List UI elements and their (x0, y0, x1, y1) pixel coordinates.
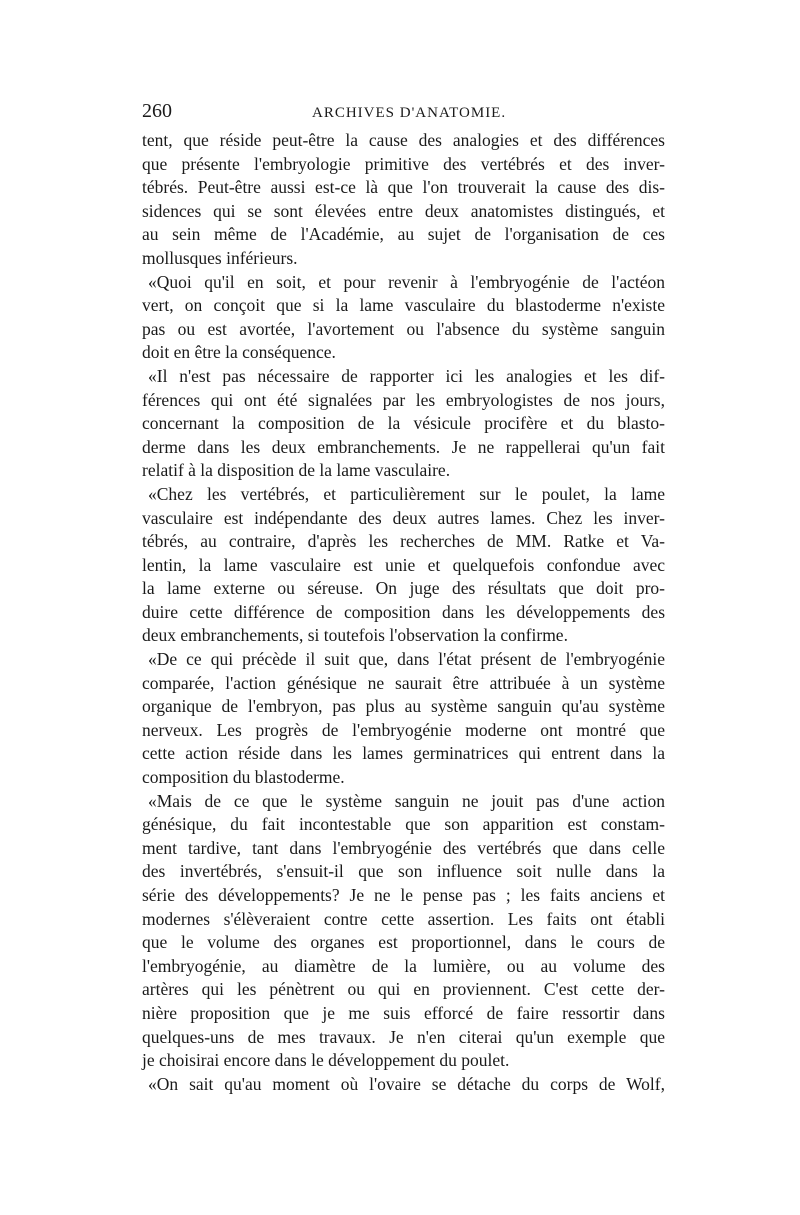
text-line: au sein même de l'Académie, au sujet de l'organisation de ces (142, 224, 665, 245)
text-line: la lame externe ou séreuse. On juge des résultats que doit pro- (142, 578, 665, 599)
text-line: des invertébrés, s'ensuit-il que son influence soit nulle dans la (142, 861, 665, 882)
text-line: «Quoi qu'il en soit, et pour revenir à l'embryogénie de l'actéon (148, 271, 665, 292)
text-line: deux embranchements, si toutefois l'observation la confirme. (142, 625, 568, 646)
text-line: que présente l'embryologie primitive des vertébrés et des inver- (142, 153, 665, 174)
text-line: organique de l'embryon, pas plus au système sanguin qu'au système (142, 696, 665, 717)
text-line: tébrés. Peut-être aussi est-ce là que l'on trouverait la cause des dis- (142, 177, 665, 198)
text-line: «On sait qu'au moment où l'ovaire se détache du corps de Wolf, (148, 1073, 665, 1094)
text-line: artères qui les pénètrent ou qui en proviennent. C'est cette der- (142, 979, 665, 1000)
text-line: tébrés, au contraire, d'après les recherches de MM. Ratke et Va- (142, 531, 665, 552)
text-line: série des développements? Je ne le pense pas ; les faits anciens et (142, 885, 665, 905)
text-line: «Chez les vertébrés, et particulièrement sur le poulet, la lame (148, 483, 665, 504)
text-line: cette action réside dans les lames germinatrices qui entrent dans la (142, 743, 665, 764)
text-line: tent, que réside peut-être la cause des analogies et des différences (142, 130, 665, 150)
text-line: sidences qui se sont élevées entre deux anatomistes distingués, et (142, 200, 665, 221)
text-line: ment tardive, tant dans l'embryogénie des vertébrés que dans celle (142, 837, 665, 858)
text-line: comparée, l'action génésique ne saurait être attribuée à un système (142, 672, 665, 693)
text-line: modernes s'élèveraient contre cette assertion. Les faits ont établi (142, 908, 665, 929)
text-line: vert, on conçoit que si la lame vasculaire du blastoderme n'existe (142, 295, 665, 316)
text-line: pas ou est avortée, l'avortement ou l'absence du système sanguin (142, 318, 665, 339)
text-line: nière proposition que je me suis efforcé de faire ressortir dans (142, 1002, 665, 1023)
text-line: nerveux. Les progrès de l'embryogénie moderne ont montré que (142, 719, 665, 740)
page-number: 260 (142, 100, 172, 122)
text-line: férences qui ont été signalées par les embryologistes de nos jours, (142, 389, 665, 410)
running-head (142, 98, 665, 124)
text-line: «Mais de ce que le système sanguin ne jouit pas d'une action (148, 790, 665, 811)
text-line: mollusques inférieurs. (142, 247, 298, 268)
text-line: relatif à la disposition de la lame vasculaire. (142, 460, 451, 481)
text-line: quelques-uns de mes travaux. Je n'en citerai qu'un exemple que (142, 1026, 665, 1047)
text-line: composition du blastoderme. (142, 767, 345, 788)
text-line: que le volume des organes est proportionnel, dans le cours de (142, 932, 665, 953)
text-line: génésique, du fait incontestable que son apparition est constam- (142, 814, 665, 835)
text-line: duire cette différence de composition dans les développements des (142, 601, 665, 622)
text-line: l'embryogénie, au diamètre de la lumière, ou au volume des (142, 955, 665, 976)
text-line: «Il n'est pas nécessaire de rapporter ici les analogies et les dif- (148, 365, 665, 386)
body-text (142, 129, 665, 1096)
journal-title: ARCHIVES D'ANATOMIE. (312, 105, 507, 121)
text-line: doit en être la conséquence. (142, 342, 336, 363)
text-line: derme dans les deux embranchements. Je ne rappellerai qu'un fait (142, 436, 665, 457)
text-line: vasculaire est indépendante des deux autres lames. Chez les inver- (142, 507, 665, 528)
text-line: je choisirai encore dans le développement du poulet. (142, 1050, 510, 1071)
text-line: «De ce qui précède il suit que, dans l'état présent de l'embryogénie (148, 649, 665, 670)
text-line: lentin, la lame vasculaire est unie et quelquefois confondue avec (142, 554, 665, 575)
text-line: concernant la composition de la vésicule procifère et du blasto- (142, 413, 665, 434)
